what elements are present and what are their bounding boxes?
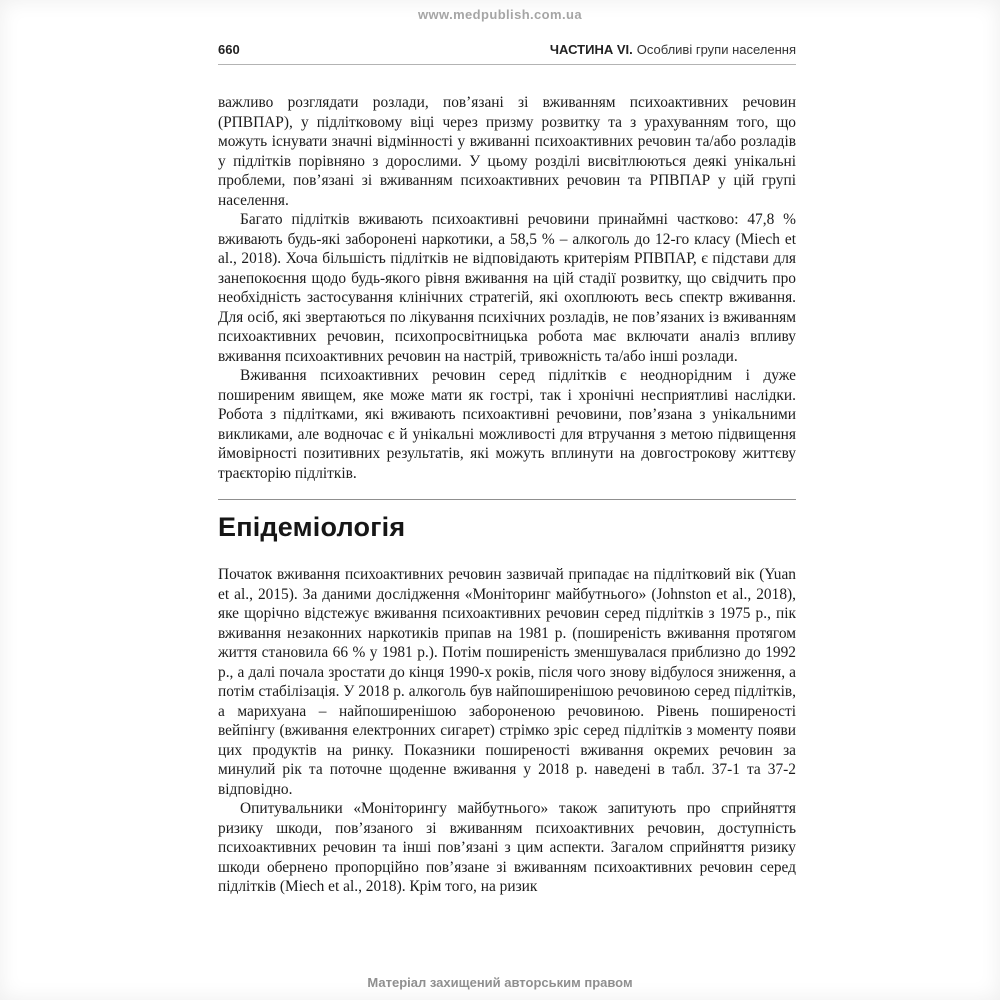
running-header-title <box>550 42 796 57</box>
intro-text-block <box>218 93 796 483</box>
body-paragraph: Багато підлітків вживають психоактивні речовини принаймні частково: 47,8 % вживають будь-які заборонені наркотики, а 58,5 % – алкоголь до 12-го класу (Miech et al., 2018). Хоча більшість підлітків не відповідають критеріям РПВПАР, є підстави для занепокоєння щодо будь-якого рівня вживання на цій стадії розвитку, що свідчить про необхідність застосування клінічних стратегій, які охоплюють весь спектр вживання. Для осіб, які звертаються по лікування психічних розладів, не пов’язаних із вживанням психоактивних речовин, психопросвітницька робота має включати аналіз впливу вживання психоактивних речовин на настрій, тривожність та/або інші розлади. <box>218 211 796 365</box>
page-number: 660 <box>218 42 240 57</box>
part-title: Особливі групи населення <box>636 42 796 57</box>
body-paragraph: Опитувальники «Моніторингу майбутнього» також запитують про сприйняття ризику шкоди, пов’язаного зі вживанням психоактивних речовин, доступність психоактивних речовин та інші пов’язані з цим аспекти. Загалом сприйняття ризику шкоди обернено пропорційно пов’язане зі вживанням психоактивних речовин серед підлітків (Miech et al., 2018). Крім того, на ризик <box>218 800 796 895</box>
part-label: ЧАСТИНА VI. <box>549 42 633 57</box>
watermark-url: www.medpublish.com.ua <box>418 7 582 22</box>
section-text-block <box>218 565 796 897</box>
section-heading: Епідеміологія <box>218 512 406 542</box>
body-paragraph: Початок вживання психоактивних речовин зазвичай припадає на підлітковий вік (Yuan et al., 2015). За даними дослідження «Моніторинг майбутнього» (Johnston et al., 2018), яке щорічно відстежує вживання психоактивних речовин серед підлітків з 1975 р., пік вживання незаконних наркотиків припав на 1981 р. (поширеність вживання протягом життя становила 66 % у 1981 р.). Потім поширеність зменшувалася приблизно до 1992 р., а далі почала зростати до кінця 1990-х років, після чого знову відбулося зниження, а потім стабілізація. У 2018 р. алкоголь був найпоширенішою речовиною серед підлітків, а марихуана – найпоширенішою забороненою речовиною. Рівень поширеності вейпінгу (вживання електронних сигарет) стрімко зріс серед підлітків з моменту появи цих продуктів на ринку. Показники поширеності вживання окремих речовин за минулий рік та поточне щоденне вживання у 2018 р. наведені в табл. 37-1 та 37-2 відповідно. <box>218 566 796 798</box>
running-header <box>218 42 796 65</box>
body-paragraph: Вживання психоактивних речовин серед підлітків є неоднорідним і дуже поширеним явищем, яке може мати як гострі, так і хронічні несприятливі наслідки. Робота з підлітками, які вживають психоактивні речовини, пов’язана з унікальними викликами, але водночас є й унікальні можливості для втручання з метою підвищення ймовірності позитивних результатів, які можуть вплинути на довгострокову життєву траєкторію підлітків. <box>218 367 796 482</box>
copyright-footer: Матеріал захищений авторським правом <box>367 975 633 990</box>
section-divider <box>218 499 796 500</box>
page-content <box>218 42 796 897</box>
body-paragraph: важливо розглядати розлади, пов’язані зі вживанням психоактивних речовин (РПВПАР), у підлітковому віці через призму розвитку та з урахуванням того, що можуть існувати значні відмінності у вживанні психоактивних речовин та/або розладів у підлітків порівняно з дорослими. У цьому розділі висвітлюються деякі унікальні проблеми, пов’язані зі вживанням психоактивних речовин та РПВПАР у цій групі населення. <box>218 94 796 209</box>
